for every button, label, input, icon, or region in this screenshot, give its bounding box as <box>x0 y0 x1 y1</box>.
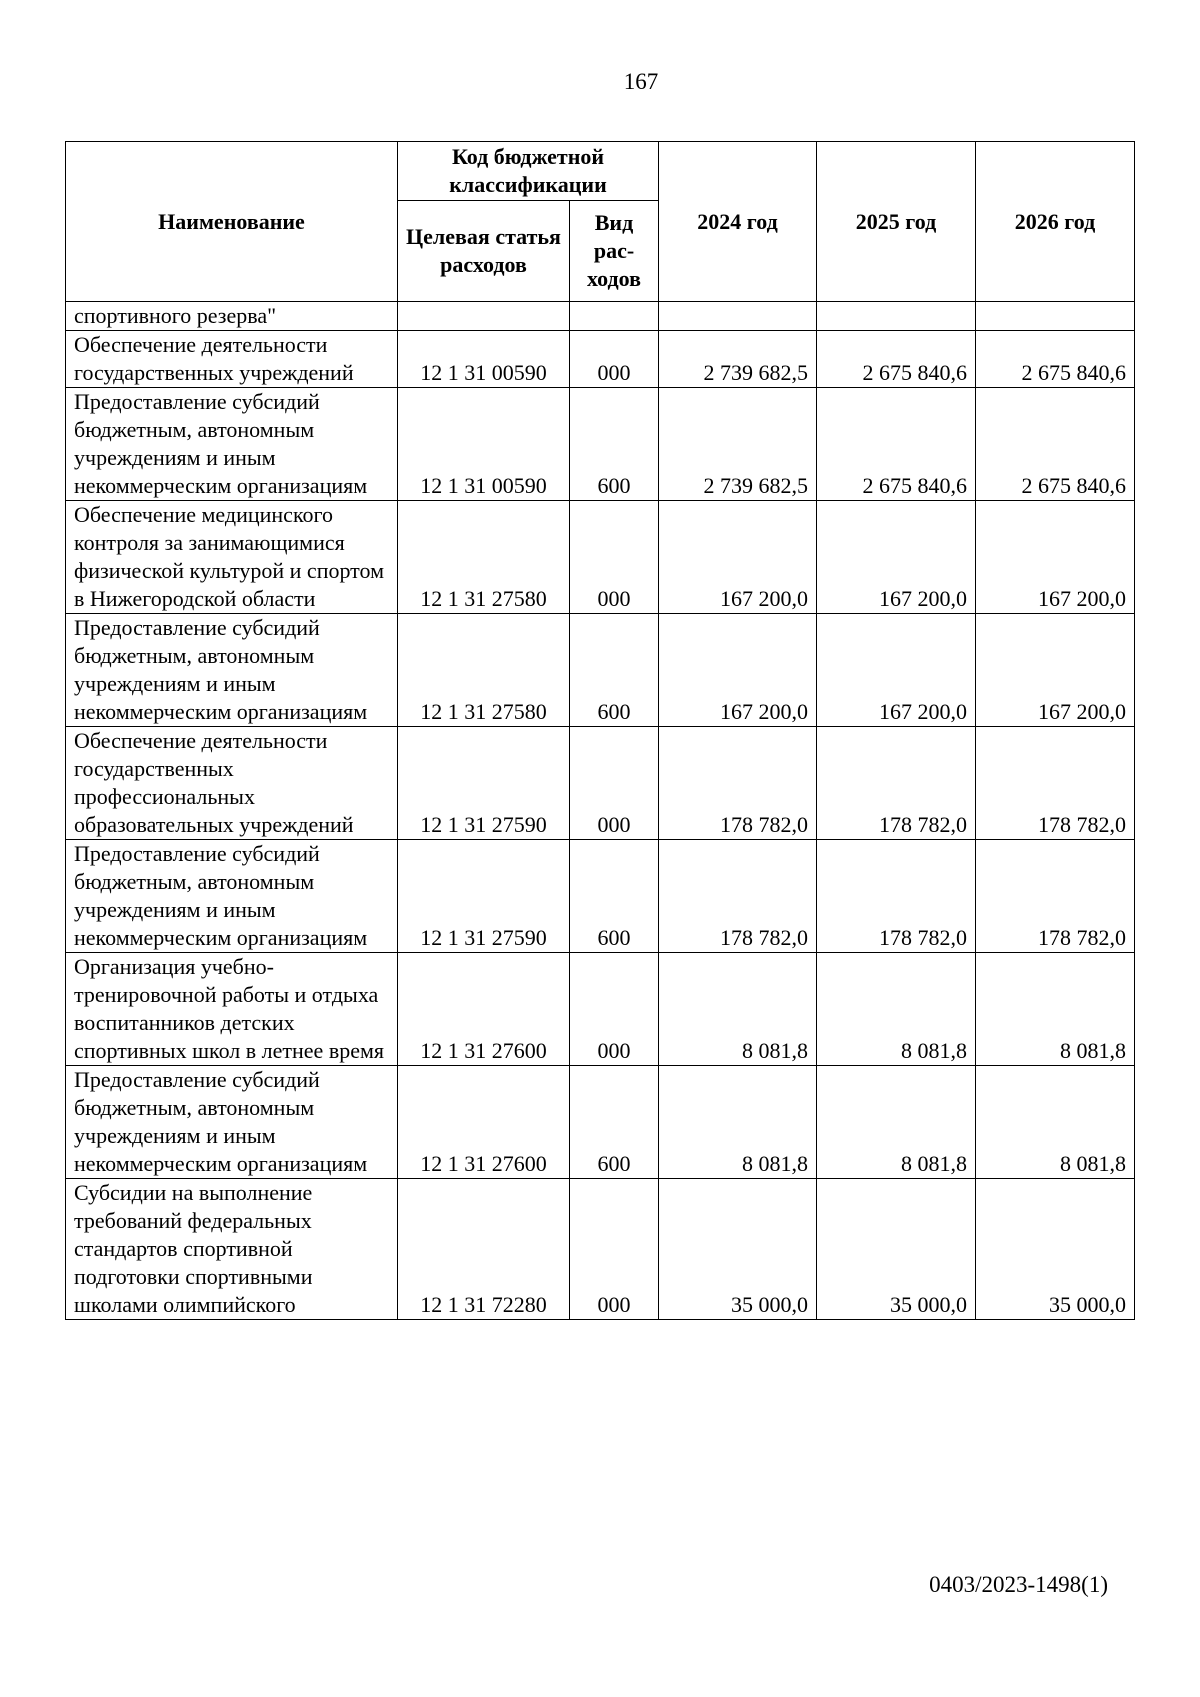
table-row <box>66 840 1135 953</box>
row-target-code: 12 1 31 27580 <box>398 501 570 614</box>
row-expense-type: 000 <box>570 727 659 840</box>
row-value-2026: 2 675 840,6 <box>976 331 1135 388</box>
empty-cell <box>659 302 817 331</box>
header-2026: 2026 год <box>976 142 1135 302</box>
row-value-2025: 2 675 840,6 <box>817 331 976 388</box>
table-row <box>66 1179 1135 1320</box>
row-value-2026: 35 000,0 <box>976 1179 1135 1320</box>
row-value-2024: 2 739 682,5 <box>659 331 817 388</box>
row-value-2026: 167 200,0 <box>976 501 1135 614</box>
header-name: Наименование <box>66 142 398 302</box>
row-target-code: 12 1 31 00590 <box>398 388 570 501</box>
row-name: Предоставление субсидий бюджетным, автономным учреждениям и иным некоммерческим организациям <box>66 614 398 727</box>
document-id: 0403/2023-1498(1) <box>929 1572 1108 1597</box>
table-row <box>66 331 1135 388</box>
row-name: Предоставление субсидий бюджетным, автономным учреждениям и иным некоммерческим организациям <box>66 1066 398 1179</box>
header-kbk: Код бюджетной классификации <box>398 142 659 201</box>
row-expense-type: 600 <box>570 388 659 501</box>
row-target-code: 12 1 31 27600 <box>398 1066 570 1179</box>
row-value-2024: 178 782,0 <box>659 727 817 840</box>
row-expense-type: 000 <box>570 331 659 388</box>
header-2024: 2024 год <box>659 142 817 302</box>
row-name: Обеспечение деятельности государственных профессиональных образовательных учреждений <box>66 727 398 840</box>
table-row <box>66 1066 1135 1179</box>
row-expense-type: 000 <box>570 501 659 614</box>
header-target-article: Целевая статья расходов <box>398 201 570 302</box>
row-name: Обеспечение медицинского контроля за занимающимися физической культурой и спортом в Нижегородской области <box>66 501 398 614</box>
row-expense-type: 000 <box>570 953 659 1066</box>
row-name: Обеспечение деятельности государственных учреждений <box>66 331 398 388</box>
row-value-2026: 178 782,0 <box>976 727 1135 840</box>
row-value-2024: 8 081,8 <box>659 1066 817 1179</box>
row-value-2026: 8 081,8 <box>976 1066 1135 1179</box>
row-value-2024: 178 782,0 <box>659 840 817 953</box>
row-expense-type: 600 <box>570 1066 659 1179</box>
row-value-2025: 8 081,8 <box>817 1066 976 1179</box>
row-value-2026: 167 200,0 <box>976 614 1135 727</box>
page-number: 167 <box>623 69 659 94</box>
row-value-2024: 167 200,0 <box>659 501 817 614</box>
row-value-2025: 2 675 840,6 <box>817 388 976 501</box>
row-value-2026: 2 675 840,6 <box>976 388 1135 501</box>
table-row <box>66 388 1135 501</box>
header-2025: 2025 год <box>817 142 976 302</box>
row-value-2024: 2 739 682,5 <box>659 388 817 501</box>
header-expense-type: Вид рас-ходов <box>570 201 659 302</box>
row-value-2024: 35 000,0 <box>659 1179 817 1320</box>
empty-cell <box>398 302 570 331</box>
table-row <box>66 953 1135 1066</box>
row-expense-type: 000 <box>570 1179 659 1320</box>
row-value-2025: 167 200,0 <box>817 501 976 614</box>
table-row <box>66 614 1135 727</box>
row-value-2024: 167 200,0 <box>659 614 817 727</box>
row-value-2025: 178 782,0 <box>817 840 976 953</box>
row-target-code: 12 1 31 27590 <box>398 840 570 953</box>
row-name: Предоставление субсидий бюджетным, автономным учреждениям и иным некоммерческим организациям <box>66 840 398 953</box>
row-value-2026: 8 081,8 <box>976 953 1135 1066</box>
row-value-2025: 8 081,8 <box>817 953 976 1066</box>
row-value-2024: 8 081,8 <box>659 953 817 1066</box>
table-row <box>66 727 1135 840</box>
empty-cell <box>976 302 1135 331</box>
row-name: Субсидии на выполнение требований федеральных стандартов спортивной подготовки спортивными школами олимпийского <box>66 1179 398 1320</box>
row-name: Организация учебно-тренировочной работы и отдыха воспитанников детских спортивных школ в летнее время <box>66 953 398 1066</box>
budget-table <box>65 141 1135 1320</box>
row-value-2025: 178 782,0 <box>817 727 976 840</box>
empty-cell <box>570 302 659 331</box>
row-target-code: 12 1 31 27580 <box>398 614 570 727</box>
empty-cell <box>817 302 976 331</box>
row-target-code: 12 1 31 27590 <box>398 727 570 840</box>
row-expense-type: 600 <box>570 840 659 953</box>
row-target-code: 12 1 31 27600 <box>398 953 570 1066</box>
row-expense-type: 600 <box>570 614 659 727</box>
row-name: Предоставление субсидий бюджетным, автономным учреждениям и иным некоммерческим организациям <box>66 388 398 501</box>
row-value-2025: 167 200,0 <box>817 614 976 727</box>
row-target-code: 12 1 31 00590 <box>398 331 570 388</box>
row-value-2026: 178 782,0 <box>976 840 1135 953</box>
table-row <box>66 501 1135 614</box>
row-value-2025: 35 000,0 <box>817 1179 976 1320</box>
row-target-code: 12 1 31 72280 <box>398 1179 570 1320</box>
row-name: спортивного резерва" <box>66 302 398 331</box>
continuation-row <box>66 302 1135 331</box>
